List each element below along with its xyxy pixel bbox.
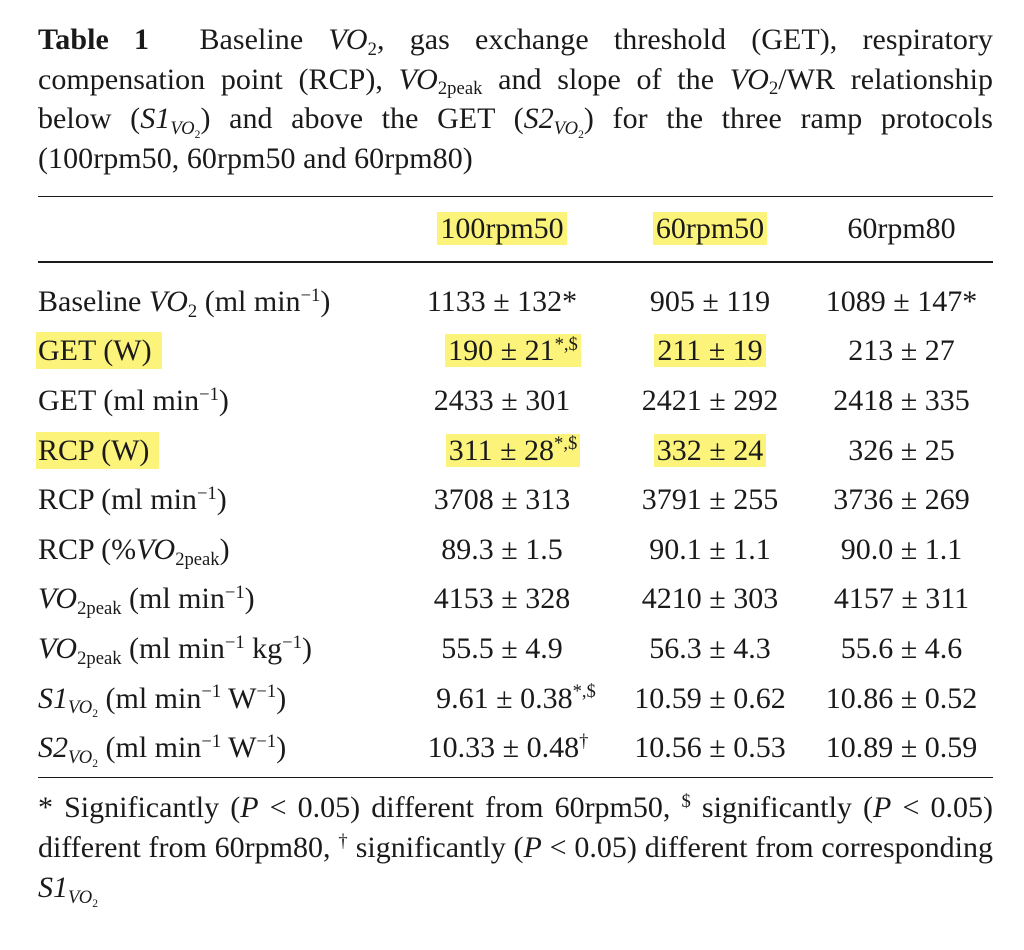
table-cell: 90.1 ± 1.1 <box>649 532 771 566</box>
table-cell: 213 ± 27 <box>848 334 955 368</box>
table-row <box>38 674 993 724</box>
table-cell: 90.0 ± 1.1 <box>840 532 963 566</box>
table-cell: 89.3 ± 1.5 <box>441 532 563 566</box>
table-row <box>38 376 993 426</box>
table-cell: 3736 ± 269 <box>833 483 970 517</box>
row-label: RCP $(\%VO_{2peak})$ <box>38 532 230 570</box>
table-cell: 55.6 ± 4.6 <box>840 631 963 665</box>
table-cell: 211 ± 19 <box>610 327 810 377</box>
row-label: $VO_{2peak}$ (ml $\min^{-1} kg^{-1}$) <box>38 631 312 669</box>
table-cell: 10.33 ± 0.48† <box>427 730 589 765</box>
bottom-rule <box>38 777 993 778</box>
table-cell: 2421 ± 292 <box>641 383 779 417</box>
table-row <box>38 624 993 674</box>
row-label: RCP (ml $\min^{-1}$) <box>38 482 227 517</box>
table-cell: 4153 ± 328 <box>433 582 571 616</box>
table-cell: 311 ± 28*,$ <box>394 426 610 476</box>
table-cell: 1133 ± 132* <box>426 284 578 318</box>
row-label: Baseline $VO_2$ (ml $\min^{-1}$) <box>38 284 331 322</box>
table-cell: 190 ± 21*,$ <box>394 327 610 377</box>
table-cell: 10.89 ± 0.59 <box>825 731 978 765</box>
table-row <box>38 262 993 327</box>
table-cell: 905 ± 119 <box>649 284 771 318</box>
data-table <box>38 197 993 777</box>
row-label: GET (ml $\min^{-1}$) <box>38 383 229 417</box>
table-cell: 326 ± 25 <box>848 433 955 467</box>
table-cell: 2418 ± 335 <box>833 383 970 417</box>
column-header-60rpm80: 60rpm80 <box>847 212 956 245</box>
table-cell: 55.5 ± 4.9 <box>441 631 563 665</box>
table-cell: 2433 ± 301 <box>433 383 571 417</box>
table-cell: 10.59 ± 0.62 <box>634 681 786 715</box>
table-row <box>38 475 993 525</box>
header-row <box>38 197 993 262</box>
row-label: $S2_{VO_2}$ (ml $\min^{-1} W^{-1}$) <box>38 730 287 770</box>
table-cell: 332 ± 24 <box>610 426 810 476</box>
table-row <box>38 525 993 575</box>
header-blank <box>38 197 394 262</box>
table-row <box>38 723 993 777</box>
table-cell: 3708 ± 313 <box>433 483 571 517</box>
row-label: $S1_{VO_2}$ (ml $\min^{-1} W^{-1}$) <box>38 681 287 721</box>
column-header-100rpm50: 100rpm50 <box>394 197 610 262</box>
table-cell: 56.3 ± 4.3 <box>649 631 771 665</box>
table-cell: 9.61 ± 0.38*,$ <box>436 681 596 715</box>
table-figure <box>38 20 993 938</box>
table-label: Table 1 <box>38 23 150 56</box>
table-cell: 10.56 ± 0.53 <box>634 731 786 765</box>
table-footnote: * Significantly (P < 0.05) different from 60rpm50, $ significantly (P < 0.05) different from 60rpm80, † significantly (P < 0.05) different from corresponding $S1_{VO_2}$ <box>38 790 994 910</box>
row-label: $VO_{2peak}$ (ml $\min^{-1}$) <box>38 582 255 620</box>
row-label: RCP (W) <box>38 426 394 476</box>
table-cell: 4210 ± 303 <box>641 582 779 616</box>
column-header-60rpm50: 60rpm50 <box>610 197 810 262</box>
table-cell: 10.86 ± 0.52 <box>825 681 978 715</box>
table-cell: 3791 ± 255 <box>641 483 779 517</box>
table-cell: 1089 ± 147* <box>825 284 978 318</box>
table-row <box>38 327 993 377</box>
table-cell: 4157 ± 311 <box>833 582 970 616</box>
table-row <box>38 575 993 625</box>
table-caption: Table 1 Baseline $VO_2$, gas exchange threshold (GET), respiratory compensation point (RCP), $VO_{2peak}$ and slope of the $VO_2/WR$ relationship below $(S1_{VO_2})$ and above the GET $(S2_{VO_2})$ for the three ramp protocols (100rpm50, 60rpm50 and 60rpm80) <box>38 23 994 175</box>
row-label: GET (W) <box>38 327 394 377</box>
table-row <box>38 426 993 476</box>
